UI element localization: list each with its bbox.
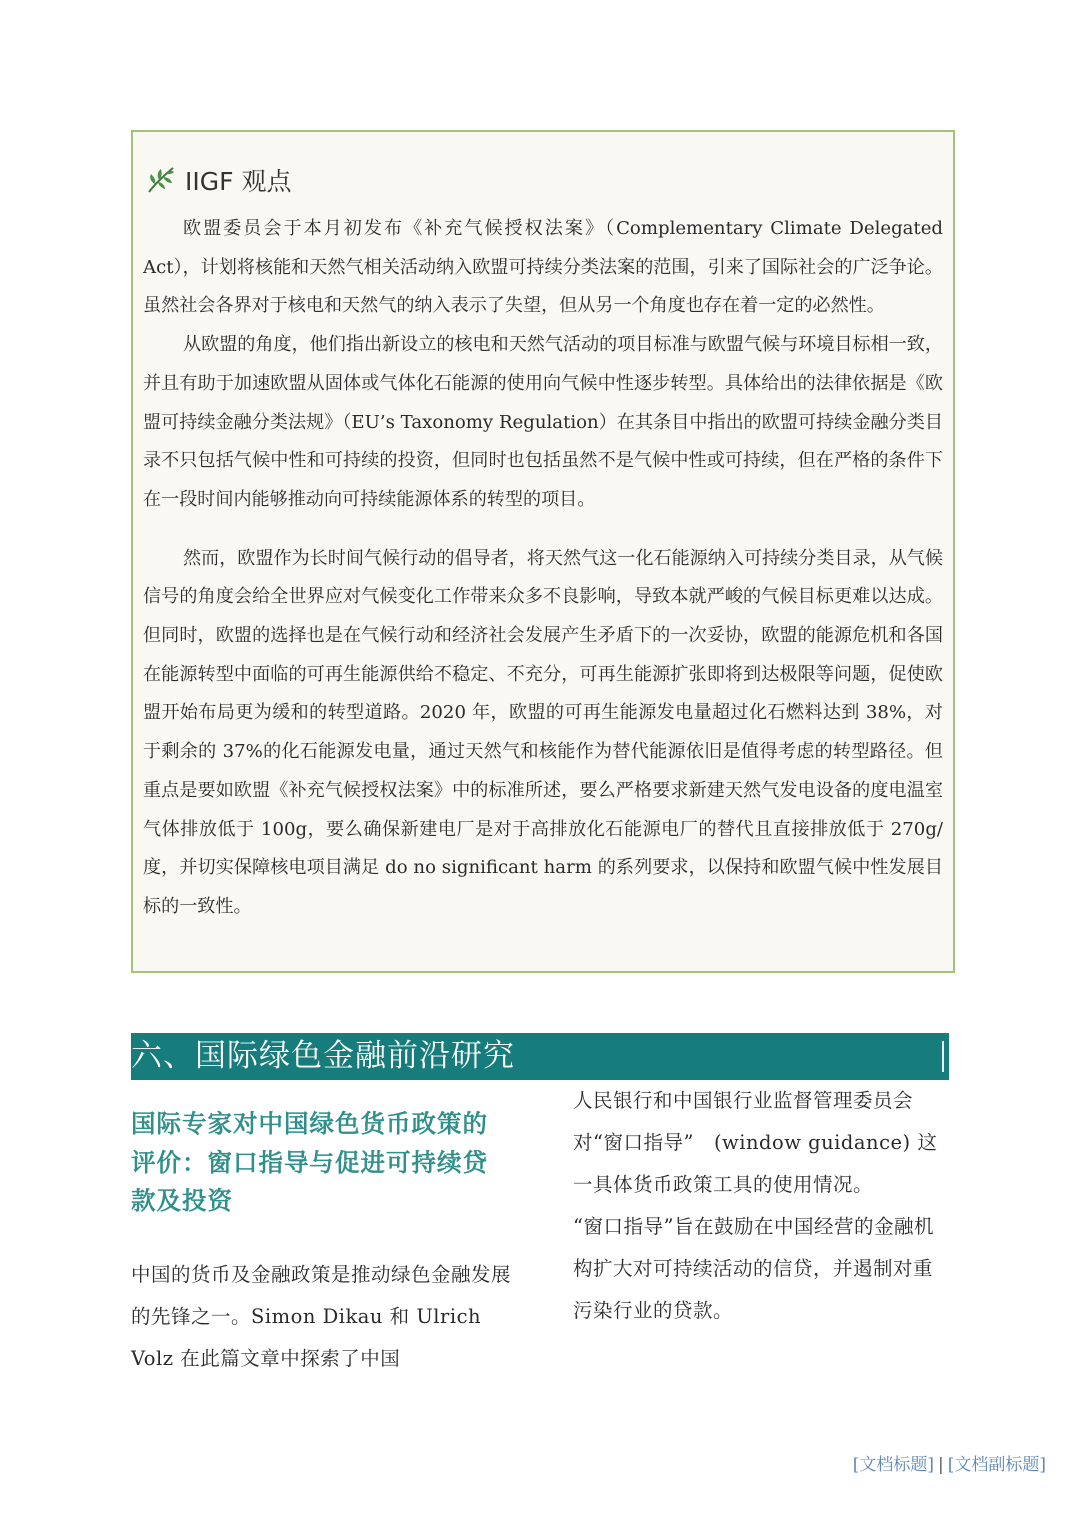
article-window-guidance-text: “窗口指导”旨在鼓励在中国经营的金融机构扩大对可持续活动的信贷，并遏制对重污染行业的贷款。 <box>573 1215 934 1322</box>
box-body <box>143 210 943 927</box>
article-left-column <box>131 1105 511 1380</box>
page-footer <box>853 1450 1046 1475</box>
box-paragraph-1: 欧盟委员会于本月初发布《补充气候授权法案》（Complementary Climate Delegated Act），计划将核能和天然气相关活动纳入欧盟可持续分类法案的范围，引来了国际社会的广泛争论。虽然社会各界对于核电和天然气的纳入表示了失望，但从另一个角度也存在着一定的必然性。 <box>143 218 943 317</box>
article-heading: 国际专家对中国绿色货币政策的评价：窗口指导与促进可持续贷款及投资 <box>131 1109 488 1215</box>
box-paragraph-2: 从欧盟的角度，他们指出新设立的核电和天然气活动的项目标准与欧盟气候与环境目标相一致，并且有助于加速欧盟从固体或气体化石能源的使用向气候中性逐步转型。具体给出的法律依据是《欧盟可持续金融分类法规》（EU’s Taxonomy Regulation）在其条目中指出的欧盟可持续金融分类目录不只包括气候中性和可持续的投资，但同时也包括虽然不是气候中性或可持续，但在严格的条件下在一段时间内能够推动向可持续能源体系的转型的项目。 <box>143 334 943 510</box>
section-title: 六、国际绿色金融前沿研究 <box>131 1038 515 1074</box>
leaf-icon <box>145 164 177 196</box>
box-paragraph-3: 然而，欧盟作为长时间气候行动的倡导者，将天然气这一化石能源纳入可持续分类目录，从气候信号的角度会给全世界应对气候变化工作带来众多不良影响，导致本就严峻的气候目标更难以达成。但同时，欧盟的选择也是在气候行动和经济社会发展产生矛盾下的一次妥协，欧盟的能源危机和各国在能源转型中面临的可再生能源供给不稳定、不充分，可再生能源扩张即将到达极限等问题，促使欧盟开始布局更为缓和的转型道路。2020 年，欧盟的可再生能源发电量超过化石燃料达到 38%，对于剩余的 37%的化石能源发电量，通过天然气和核能作为替代能源依旧是值得考虑的转型路径。但重点是要如欧盟《补充气候授权法案》中的标准所述，要么严格要求新建天然气发电设备的度电温室气体排放低于 100g，要么确保新建电厂是对于高排放化石能源电厂的替代且直接排放低于 270g/度，并切实保障核电项目满足 do no significant harm 的系列要求，以保持和欧盟气候中性发展目标的一致性。 <box>143 547 943 917</box>
article-continued-text: 人民银行和中国银行业监督管理委员会对“窗口指导” (window guidance) 这一具体货币政策工具的使用情况。 <box>573 1089 938 1196</box>
section-header-bar <box>131 1033 949 1080</box>
footer-doc-title[interactable]: [文档标题] <box>852 1455 934 1475</box>
box-title: IIGF 观点 <box>185 167 292 196</box>
article-intro-text: 中国的货币及金融政策是推动绿色金融发展的先锋之一。Simon Dikau 和 Ulrich Volz 在此篇文章中探索了中国 <box>131 1262 512 1370</box>
box-header <box>145 160 291 200</box>
footer-separator: | <box>938 1455 944 1475</box>
article-right-column <box>573 1080 951 1332</box>
iigf-viewpoint-box <box>131 130 955 973</box>
footer-doc-subtitle[interactable]: [文档副标题] <box>947 1455 1046 1475</box>
